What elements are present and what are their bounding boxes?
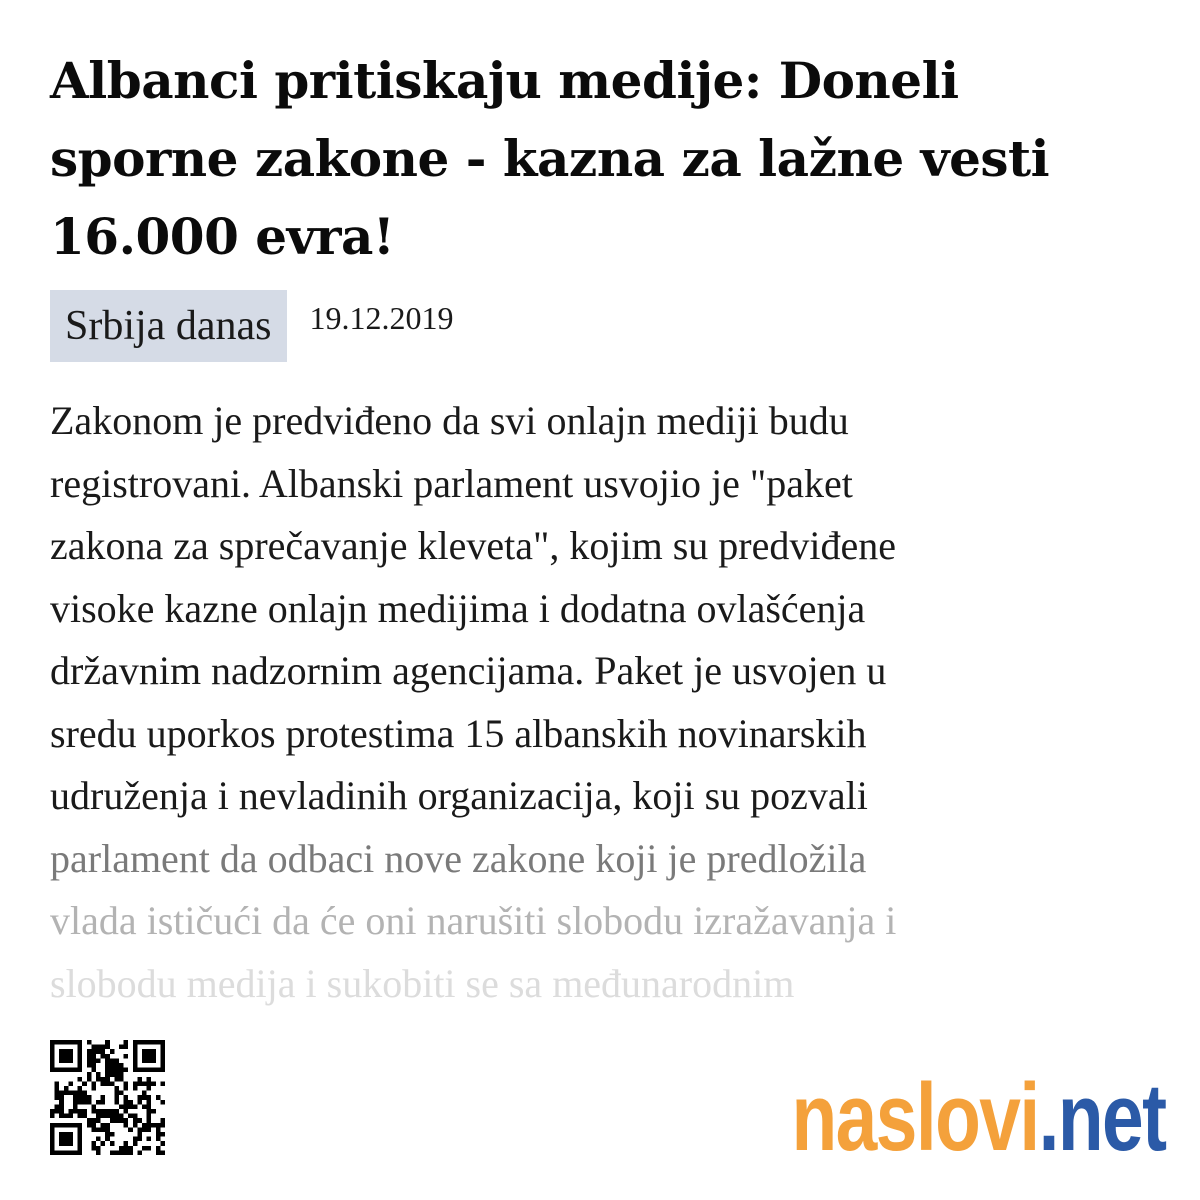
qr-code-icon[interactable]	[50, 1040, 165, 1155]
logo-text-net: .net	[1038, 1064, 1165, 1171]
article-meta	[50, 290, 453, 362]
body-line: državnim nadzornim agencijama. Paket je usvojen u	[50, 648, 887, 693]
source-badge[interactable]: Srbija danas	[50, 290, 287, 362]
publish-date: 19.12.2019	[309, 300, 454, 336]
body-line: vlada ističući da će oni narušiti slobodu izražavanja i	[50, 898, 897, 943]
body-line: Zakonom je predviđeno da svi onlajn mediji budu	[50, 398, 849, 443]
body-line: registrovani. Albanski parlament usvojio je "paket	[50, 460, 853, 506]
body-line: sredu uporkos protestima 15 albanskih novinarskih	[50, 710, 867, 756]
article-title: Albanci pritiskaju medije: Doneli sporne zakone - kazna za lažne vesti 16.000 evra!	[50, 51, 1050, 266]
body-line: parlament da odbaci nove zakone koji je predložila	[50, 835, 867, 881]
body-line: slobodu medija i sukobiti se sa međunarodnim	[50, 960, 795, 1006]
site-logo[interactable]	[791, 1064, 1165, 1171]
body-line: udruženja i nevladinih organizacija, koji su pozvali	[50, 773, 868, 818]
article-body	[50, 390, 1160, 1010]
logo-text-naslovi: naslovi	[791, 1064, 1039, 1171]
body-line: zakona za sprečavanje kleveta", kojim su predviđene	[50, 523, 896, 568]
body-line: visoke kazne onlajn medijima i dodatna ovlašćenja	[50, 585, 866, 631]
